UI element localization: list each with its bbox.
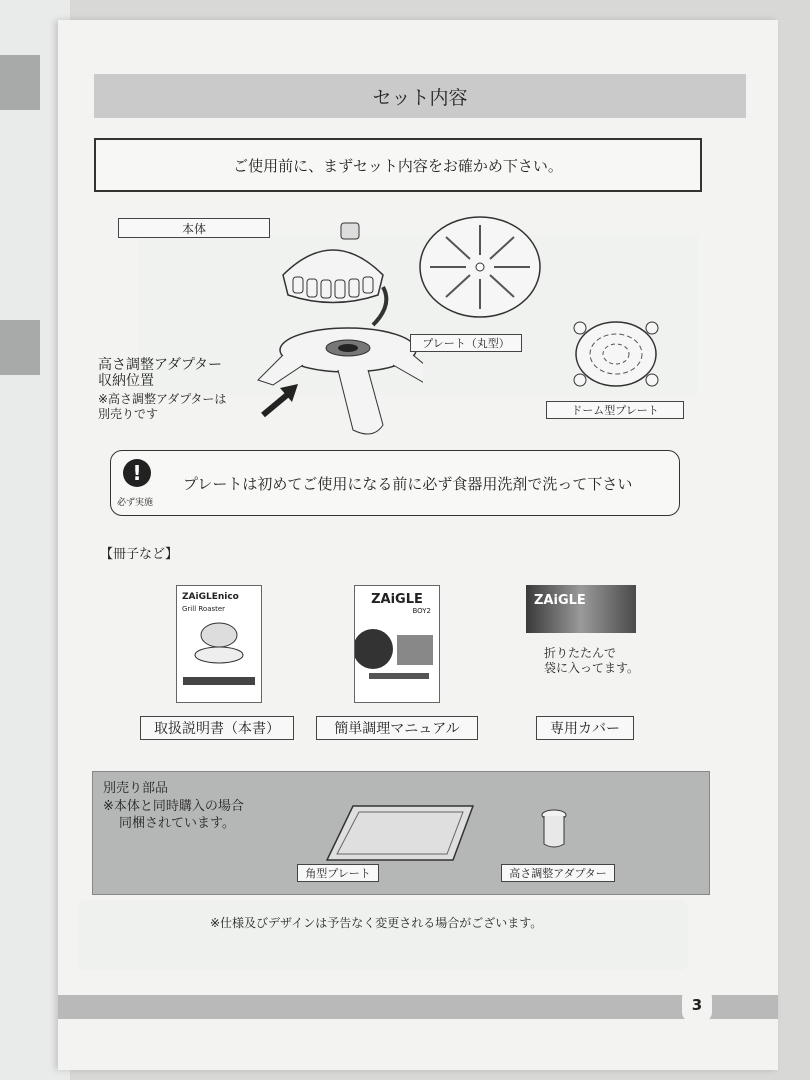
cover-note-line2: 袋に入ってます。 [544,661,640,675]
optional-parts-box [92,771,710,895]
adapter-note-line2: 別売りです [98,407,159,421]
notice-box [94,138,702,192]
booklets-section-title: 【冊子など】 [100,547,179,562]
dome-plate-illustration [566,314,666,394]
manual-label-text: 取扱説明書（本書） [154,721,280,737]
optional-note-line1: ※本体と同時購入の場合 [103,799,244,814]
manual-cover-image [176,585,262,703]
cover-label-text: 専用カバー [550,721,620,737]
dome-plate-label-text: ドーム型プレート [571,404,659,417]
cover-note-line1: 折りたたんで [544,646,617,660]
height-adapter-illustration [539,808,569,852]
page-number-text: 3 [691,996,703,1014]
square-plate-label-text: 角型プレート [305,867,371,880]
recipe-cover-brand: ZAiGLE [371,592,423,607]
page-number [682,988,712,1022]
manual-page [58,20,778,1070]
left-page-band [0,55,40,110]
recipe-cover-image [354,585,440,703]
notice-text: ご使用前に、まずセット内容をお確かめ下さい。 [233,156,563,175]
cover-label [536,716,634,740]
section-header [94,74,746,118]
adapter-part-label-text: 高さ調整アダプター [509,867,607,880]
manual-cover-brand: ZAiGLEnico [182,592,239,602]
adapter-note [98,392,226,422]
square-plate-illustration [323,802,483,864]
adapter-title-line1: 高さ調整アダプター [98,357,223,373]
recipe-cover-photo [355,615,439,685]
main-unit-label-text: 本体 [181,221,206,236]
adapter-part-label [501,864,615,882]
optional-parts-title: 別売り部品 [103,781,169,796]
warning-text: プレートは初めてご使用になる前に必ず食器用洗剤で洗って下さい [183,475,633,493]
adapter-position-title [98,357,222,389]
recipe-label-text: 簡単調理マニュアル [334,721,460,737]
round-plate-label [410,334,522,352]
round-plate-label-text: プレート（丸型） [422,337,510,350]
show-through [78,900,688,970]
cover-brand: ZAiGLE [534,593,586,608]
page-title: セット内容 [372,86,468,109]
footer-bar [58,995,778,1019]
grill-mini-icon [177,613,261,673]
manual-cover-bar [183,677,255,685]
warning-box [110,450,680,516]
cover-image [526,585,636,633]
cover-note [544,646,639,676]
left-page-band [0,320,40,375]
adapter-note-line1: ※高さ調整アダプターは [98,392,227,406]
manual-label [140,716,294,740]
optional-parts-note [103,798,244,832]
disclaimer: ※仕様及びデザインは予告なく変更される場合がございます。 [210,916,543,930]
manual-cover-sub: Grill Roaster [182,605,226,613]
recipe-label [316,716,478,740]
round-plate-illustration [418,215,548,325]
warning-sub-label: 必ず実施 [117,498,154,508]
pointer-arrow-icon [258,380,308,420]
square-plate-label [297,864,379,882]
adapter-title-line2: 収納位置 [98,373,154,389]
dome-plate-label [546,401,684,419]
exclamation-icon: ! [123,459,151,487]
optional-note-line2: 同梱されています。 [119,816,235,831]
recipe-cover-sub: BOY2 [412,607,431,615]
